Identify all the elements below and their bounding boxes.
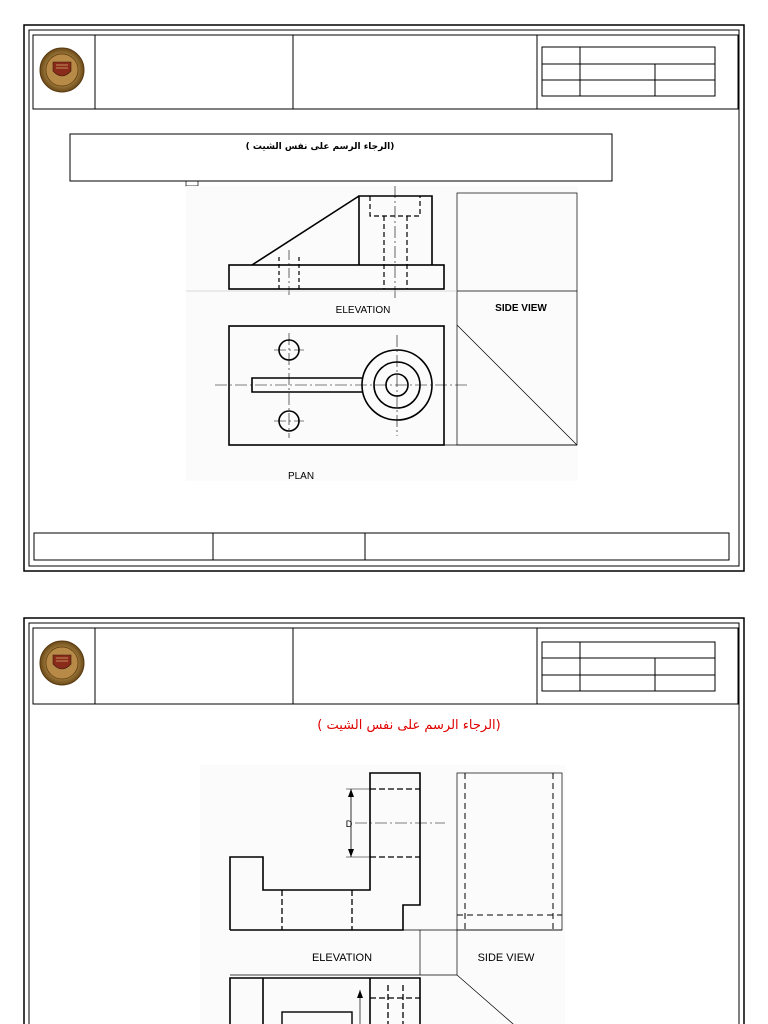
sheet-1-elevation-label: ELEVATION [335,305,391,316]
sheet-2 [24,618,744,1024]
university-seal-icon [40,641,84,685]
sheet-1-plan-label: PLAN [287,471,315,482]
sheet-1-cursor-mark [186,181,198,186]
sheet-2-dimension-label: D [345,819,353,829]
sheet-2-drawing-area [200,765,565,1024]
sheet-1-title-block [33,35,738,109]
sheet-1-side-view-label: SIDE VIEW [495,303,547,314]
sheet-1 [24,25,744,571]
sheet-1-instruction-text: (الرجاء الرسم على نفس الشيت ) [245,142,395,152]
sheet-2-elevation-label: ELEVATION [311,952,373,964]
sheet-1-bottom-strip [34,533,729,560]
sheet-2-title-block [33,628,738,704]
sheet-2-side-view-label: SIDE VIEW [477,952,535,964]
university-seal-icon [40,48,84,92]
sheet-2-instruction-text: (الرجاء الرسم على نفس الشيت ) [317,718,501,733]
sheet-1-drawing-area [186,186,578,481]
